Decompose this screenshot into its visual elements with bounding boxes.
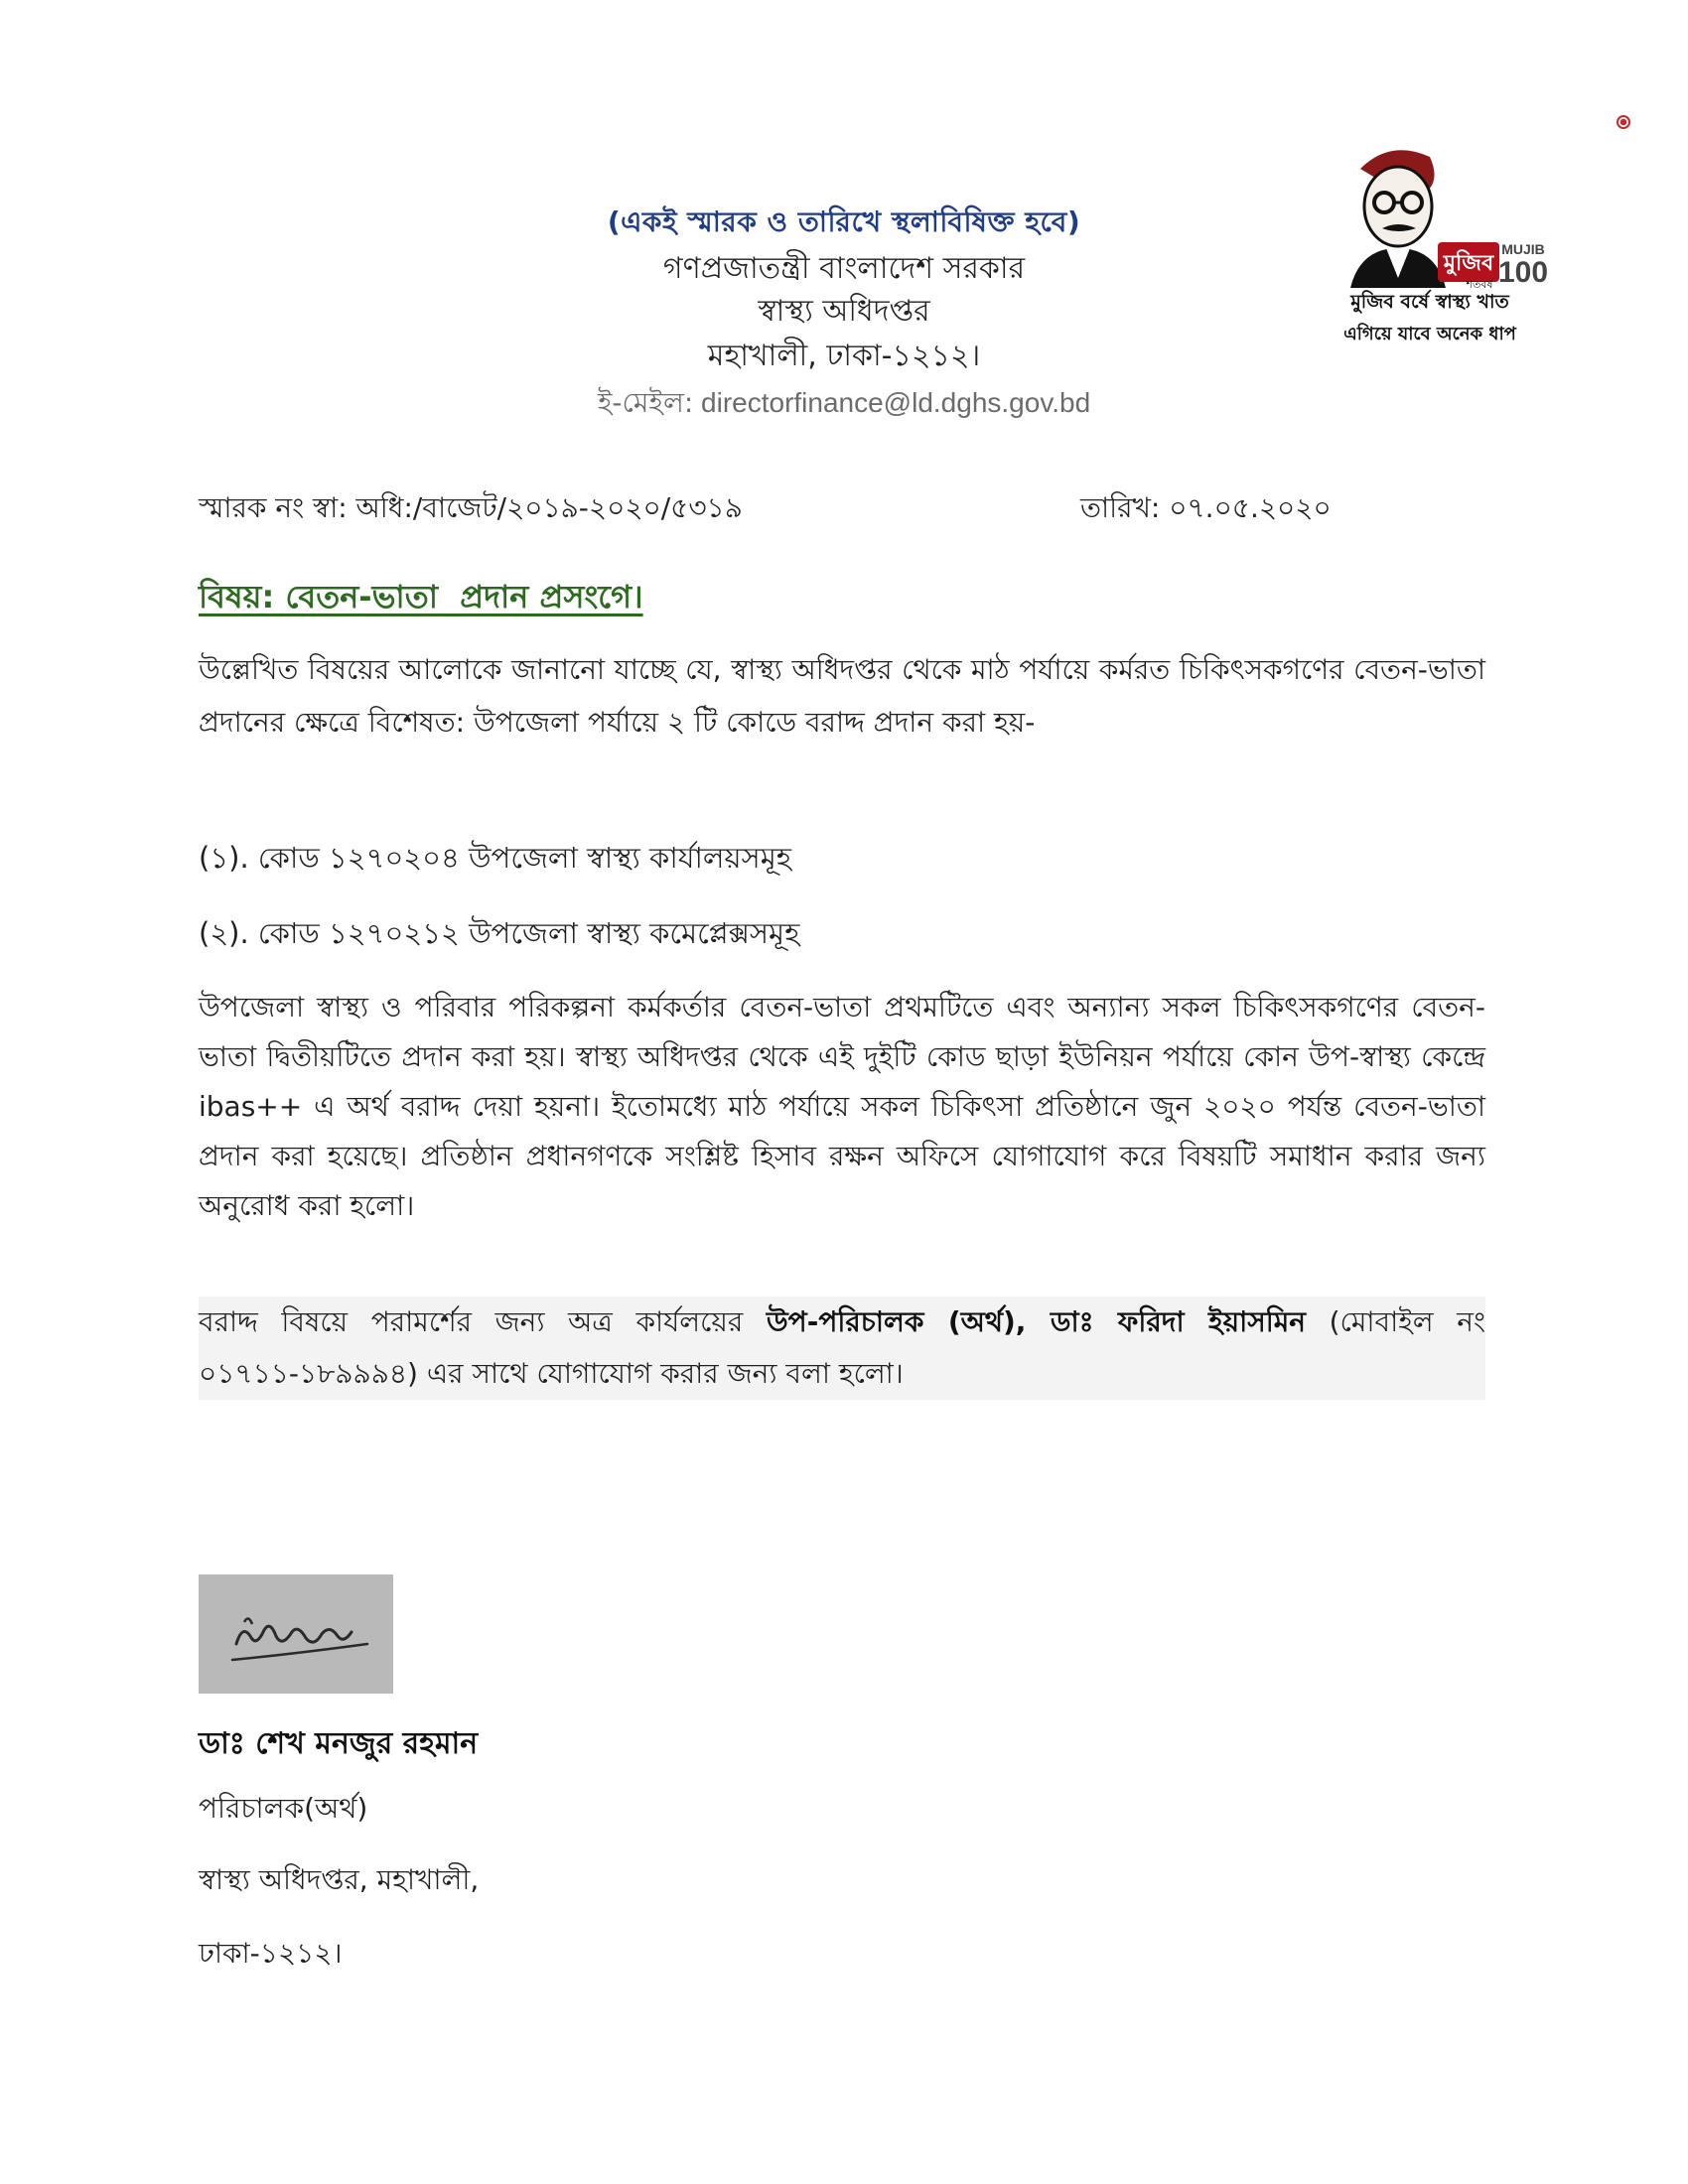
- logo-slogan-line-1: মুজিব বর্ষে স্বাস্থ্য খাত: [1350, 291, 1509, 313]
- contact-person: উপ-পরিচালক (অর্থ), ডাঃ ফরিদা ইয়াসমিন: [766, 1305, 1307, 1338]
- memo-date: তারিখ: ০৭.০৫.২০২০: [1080, 491, 1332, 524]
- subject-line: বিষয়: বেতন-ভাতা প্রদান প্রসংগে।: [199, 578, 643, 615]
- corner-marker-icon: [1617, 115, 1630, 129]
- para3-end: (মোবাইল নং ০১৭১১-১৮৯৯৯৪) এর সাথে যোগাযোগ করার জন্য বলা হলো।: [199, 1305, 1486, 1390]
- logo-badge-sub: শতবর্ষ: [1466, 278, 1493, 288]
- logo-badge-text: মুজিব: [1443, 251, 1494, 276]
- body-paragraph-2: উপজেলা স্বাস্থ্য ও পরিবার পরিকল্পনা কর্মকর্তার বেতন-ভাতা প্রথমটিতে এবং অন্যান্য সকল চিকিৎসকগণের বেতন-ভাতা দ্বিতীয়টিতে প্রদান করা হয়। স্বাস্থ্য অধিদপ্তর থেকে এই দুইটি কোড ছাড়া ইউনিয়ন পর্যায়ে কোন উপ-স্বাস্থ্য কেন্দ্রে ibas++ এ অর্থ বরাদ্দ দেয়া হয়না। ইতোমধ্যে মাঠ পর্যায়ে সকল চিকিৎসা প্রতিষ্ঠানে জুন ২০২০ পর্যন্ত বেতন-ভাতা প্রদান করা হয়েছে। প্রতিষ্ঠান প্রধানগণকে সংশ্লিষ্ট হিসাব রক্ষন অফিসে যোগাযোগ করে বিষয়টি সমাধান করার জন্য অনুরোধ করা হলো।: [199, 991, 1485, 1222]
- body-paragraph-1: উল্লেখিত বিষয়ের আলোকে জানানো যাচ্ছে যে, স্বাস্থ্য অধিদপ্তর থেকে মাঠ পর্যায়ে কর্মরত চিকিৎসকগণের বেতন-ভাতা প্রদানের ক্ষেত্রে বিশেষত: উপজেলা পর্যায়ে ২ টি কোডে বরাদ্দ প্রদান করা হয়-: [199, 653, 1485, 739]
- logo-badge-en: MUJIB: [1501, 241, 1545, 257]
- office-address: মহাখালী, ঢাকা-১২১২।: [707, 339, 981, 373]
- memo-number: স্মারক নং স্বা: অধি:/বাজেট/২০১৯-২০২০/৫৩১৯: [199, 491, 743, 524]
- body-paragraph-3: [199, 1297, 1485, 1400]
- para3-start: বরাদ্দ বিষয়ে পরামর্শের জন্য অত্র কার্যলয়ের: [199, 1305, 767, 1338]
- signatory-city: ঢাকা-১২১২।: [199, 1937, 343, 1970]
- signatory-office: স্বাস্থ্য অধিদপ্তর, মহাখালী,: [199, 1863, 480, 1896]
- government-name: গণপ্রজাতন্ত্রী বাংলাদেশ সরকার: [662, 251, 1026, 286]
- email-label: ই-মেইল:: [597, 386, 694, 419]
- logo-badge-num: 100: [1497, 256, 1549, 288]
- logo-slogan-line-2: এগিয়ে যাবে অনেক ধাপ: [1343, 324, 1516, 344]
- signatory-title: পরিচালক(অর্থ): [199, 1792, 368, 1825]
- email-line: [0, 381, 1688, 428]
- header-note: (একই স্মারক ও তারিখে স্থলাবিষিক্ত হবে): [607, 205, 1081, 238]
- code-list-item: (১). কোড ১২৭০২০৪ উপজেলা স্বাস্থ্য কার্যালয়সমূহ: [199, 841, 792, 875]
- signatory-name: ডাঃ শেখ মনজুর রহমান: [199, 1726, 479, 1761]
- department-name: স্বাস্থ্য অধিদপ্তর: [758, 294, 930, 329]
- email-address: directorfinance@ld.dghs.gov.bd: [701, 387, 1091, 418]
- code-list-item: (২). কোড ১২৭০২১২ উপজেলা স্বাস্থ্য কমেপ্লেক্সসমূহ: [199, 916, 800, 950]
- signature-image: [199, 1574, 393, 1694]
